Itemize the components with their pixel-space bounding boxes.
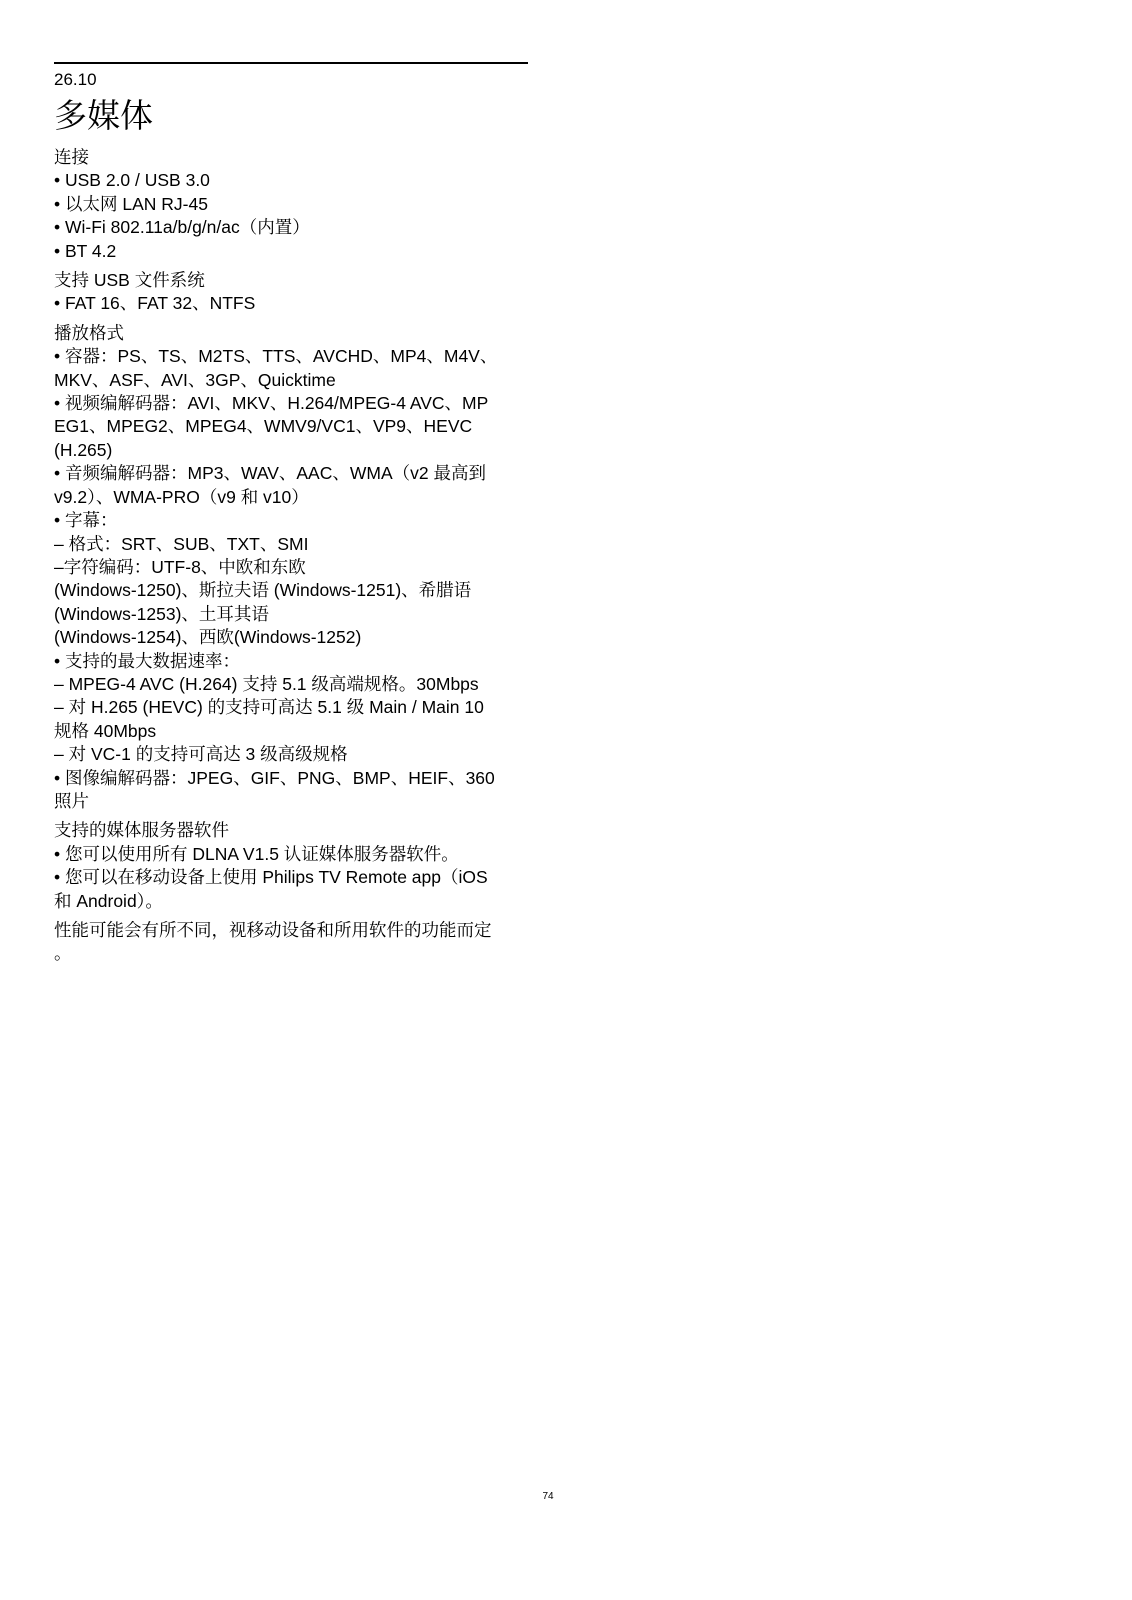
section-content xyxy=(54,146,528,966)
text-line: – MPEG-4 AVC (H.264) 支持 5.1 级高端规格。30Mbps xyxy=(54,673,479,694)
text-line: 。 xyxy=(54,943,72,964)
connections-block xyxy=(54,146,528,263)
text-line: • 视频编解码器：AVI、MKV、H.264/MPEG-4 AVC、MP xyxy=(54,393,489,414)
text-line: (H.265) xyxy=(54,439,113,460)
text-line: • 您可以在移动设备上使用 Philips TV Remote app（iOS xyxy=(54,867,488,888)
usb-filesystem-block xyxy=(54,269,528,316)
text-line: EG1、MPEG2、MPEG4、WMV9/VC1、VP9、HEVC xyxy=(54,416,473,437)
connections-heading: 连接 xyxy=(54,147,89,167)
text-line: • 您可以使用所有 DLNA V1.5 认证媒体服务器软件。 xyxy=(54,843,459,864)
section-divider xyxy=(54,62,528,64)
text-line: • 字幕： xyxy=(54,510,118,531)
document-page xyxy=(54,62,528,966)
text-line: • 容器：PS、TS、M2TS、TTS、AVCHD、MP4、M4V、 xyxy=(54,346,498,367)
text-line: 规格 40Mbps xyxy=(54,720,157,741)
media-server-heading: 支持的媒体服务器软件 xyxy=(54,820,229,841)
performance-note xyxy=(54,919,528,966)
text-line: (Windows-1253)、土耳其语 xyxy=(54,603,269,624)
text-line: • 音频编解码器：MP3、WAV、AAC、WMA（v2 最高到 xyxy=(54,463,486,484)
text-line: –字符编码：UTF-8、中欧和东欧 xyxy=(54,556,306,577)
section-number: 26.10 xyxy=(54,70,97,89)
list-item: • USB 2.0 / USB 3.0 xyxy=(54,170,210,191)
page-number: 74 xyxy=(542,1491,554,1502)
text-line: 照片 xyxy=(54,790,89,811)
text-line: 性能可能会有所不同，视移动设备和所用软件的功能而定 xyxy=(54,920,492,940)
section-title: 多媒体 xyxy=(54,97,153,134)
list-item: • FAT 16、FAT 32、NTFS xyxy=(54,293,256,314)
playback-formats-block xyxy=(54,322,528,814)
text-line: • 图像编解码器：JPEG、GIF、PNG、BMP、HEIF、360 xyxy=(54,767,495,788)
media-server-block xyxy=(54,819,528,913)
text-line: (Windows-1250)、斯拉夫语 (Windows-1251)、希腊语 xyxy=(54,580,472,601)
text-line: 和 Android）。 xyxy=(54,890,163,911)
usb-filesystem-heading: 支持 USB 文件系统 xyxy=(54,270,205,291)
text-line: • 支持的最大数据速率： xyxy=(54,650,240,671)
text-line: – 格式：SRT、SUB、TXT、SMI xyxy=(54,533,309,554)
playback-formats-heading: 播放格式 xyxy=(54,322,124,343)
list-item: • BT 4.2 xyxy=(54,240,117,261)
list-item: • 以太网 LAN RJ-45 xyxy=(54,193,208,214)
text-line: – 对 VC-1 的支持可高达 3 级高级规格 xyxy=(54,744,348,765)
list-item: • Wi-Fi 802.11a/b/g/n/ac（内置） xyxy=(54,217,310,238)
text-line: – 对 H.265 (HEVC) 的支持可高达 5.1 级 Main / Main 10 xyxy=(54,697,484,718)
text-line: (Windows-1254)、西欧(Windows-1252) xyxy=(54,627,362,648)
text-line: v9.2）、WMA-PRO（v9 和 v10） xyxy=(54,486,309,507)
text-line: MKV、ASF、AVI、3GP、Quicktime xyxy=(54,369,336,390)
